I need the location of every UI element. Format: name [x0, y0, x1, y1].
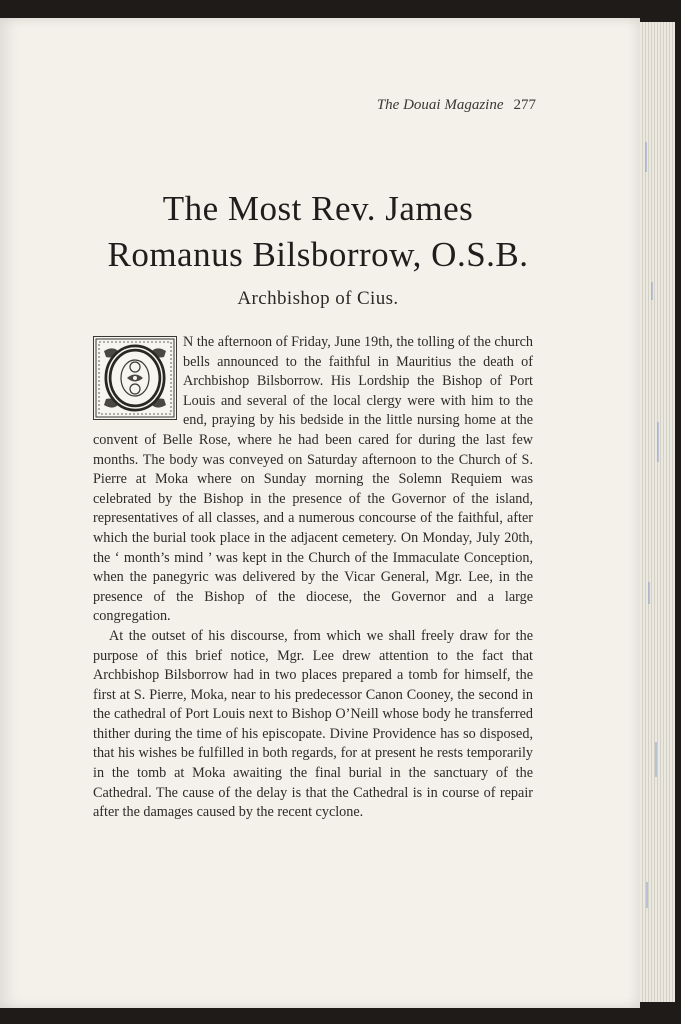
page-edges: [636, 22, 675, 1002]
ornamental-dropcap-icon: [93, 336, 177, 420]
page-number: 277: [513, 97, 536, 113]
article-body: [93, 333, 533, 823]
paragraph-1: [93, 333, 533, 627]
paragraph-2: At the outset of his discourse, from which we shall freely draw for the purpose of this brief notice, Mgr. Lee drew attention to the fact that Archbishop Bilsborrow had in two places prepared a tomb for himself, the first at S. Pierre, Moka, near to his predecessor Canon Cooney, the second in the cathedral of Port Louis next to Bishop O’Neill whose body he transferred thither during the time of his episcopate. Divine Providence has so disposed, that his wishes be fulfilled in both regards, for at present he rests temporarily in the tomb at Moka awaiting the final burial in the sanctuary of the Cathedral. The cause of the delay is that the Cathedral is in course of repair after the damages caused by the recent cyclone.: [93, 627, 533, 821]
magazine-name: The Douai Magazine: [376, 97, 504, 113]
article-title-line-2: Romanus Bilsborrow, O.S.B.: [107, 235, 529, 274]
paragraph-1-text: N the afternoon of Friday, June 19th, the tolling of the church bells announced to the faithful in Mauritius the death of Archbishop Bilsborrow. His Lordship the Bishop of Port Louis and several of the local clergy were with him to the end, praying by his bedside in the little nursing home at the convent of Belle Rose, where he had been cared for during the last few months. The body was conveyed on Saturday afternoon to the Church of S. Pierre at Moka where on Sunday morning the Solemn Requiem was celebrated by the Bishop in the presence of the Governor of the island, representatives of all classes, and a numerous concourse of the faithful, after which the burial took place in the adjacent cemetery. On Monday, July 20th, the ‘ month’s mind ’ was kept in the Church of the Immaculate Conception, when the panegyric was delivered by the Vicar General, Mgr. Lee, in the presence of the Bishop of the diocese, the Governor and a large congregation.: [93, 334, 533, 625]
article-title-line-1: The Most Rev. James: [162, 189, 474, 228]
running-header: [90, 97, 536, 114]
article-subtitle: Archbishop of Cius.: [237, 288, 399, 309]
article-title: [80, 186, 556, 278]
